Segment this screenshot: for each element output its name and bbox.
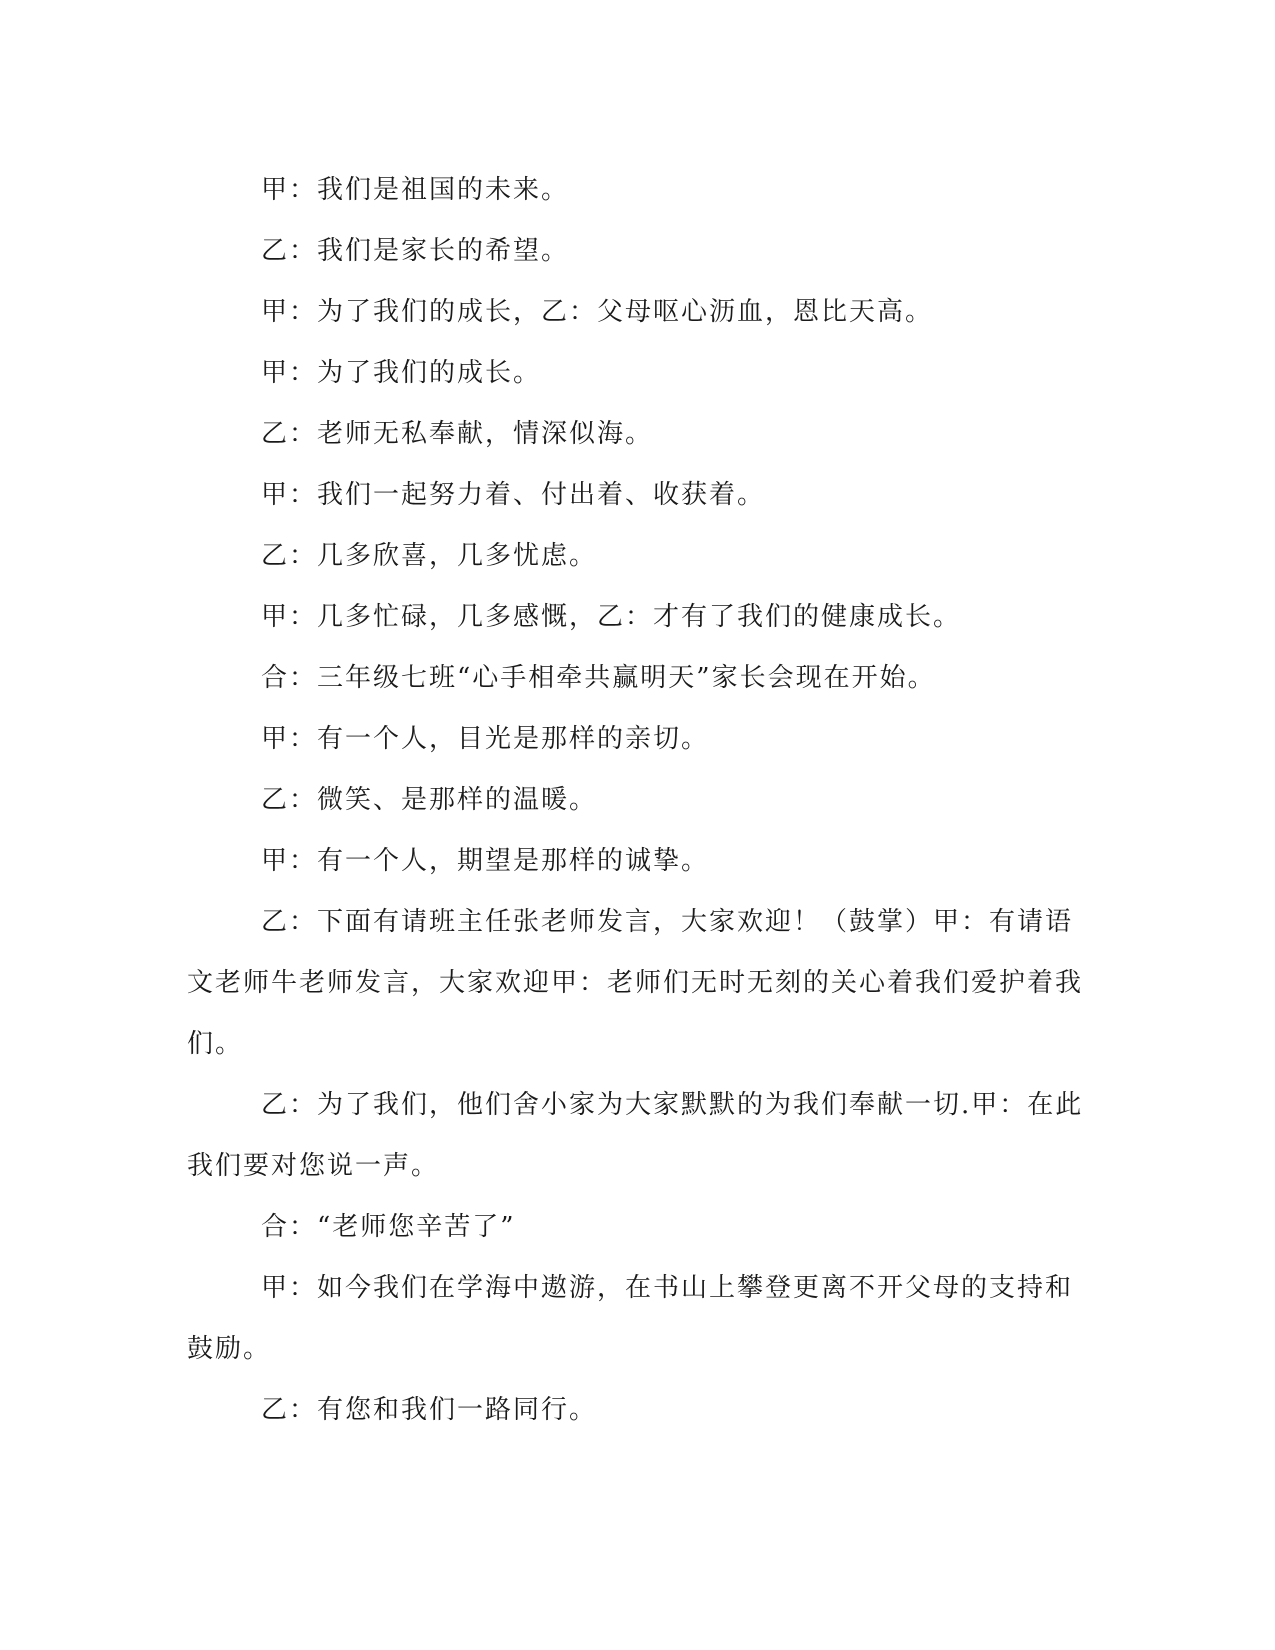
paragraph: 合：“老师您辛苦了”: [261, 1212, 516, 1242]
document-body: [187, 160, 1087, 1441]
paragraph: 甲：几多忙碌，几多感慨，乙：才有了我们的健康成长。: [261, 602, 962, 632]
paragraph: 乙：老师无私奉献，情深似海。: [261, 419, 654, 449]
paragraph: 甲：我们是祖国的未来。: [261, 175, 570, 205]
paragraph: 甲：有一个人，目光是那样的亲切。: [261, 724, 710, 754]
paragraph: 乙：我们是家长的希望。: [261, 236, 570, 266]
paragraph: 合：三年级七班“心手相牵共赢明天”家长会现在开始。: [261, 663, 936, 693]
paragraph: 乙：几多欣喜，几多忧虑。: [261, 541, 598, 571]
paragraph: 甲：有一个人，期望是那样的诚挚。: [261, 846, 710, 876]
paragraph: 甲：为了我们的成长。: [261, 358, 542, 388]
paragraph: 乙：有您和我们一路同行。: [261, 1395, 598, 1425]
paragraph: 乙：下面有请班主任张老师发言，大家欢迎！（鼓掌）甲：有请语文老师牛老师发言，大家欢迎甲：老师们无时无刻的关心着我们爱护着我们。: [187, 907, 1084, 1059]
paragraph: 甲：为了我们的成长，乙：父母呕心沥血，恩比天高。: [261, 297, 934, 327]
paragraph: 乙：为了我们，他们舍小家为大家默默的为我们奉献一切.甲：在此我们要对您说一声。: [187, 1090, 1084, 1181]
paragraph: 乙：微笑、是那样的温暖。: [261, 785, 598, 815]
paragraph: 甲：如今我们在学海中遨游，在书山上攀登更离不开父母的支持和鼓励。: [187, 1273, 1074, 1364]
paragraph: 甲：我们一起努力着、付出着、收获着。: [261, 480, 766, 510]
